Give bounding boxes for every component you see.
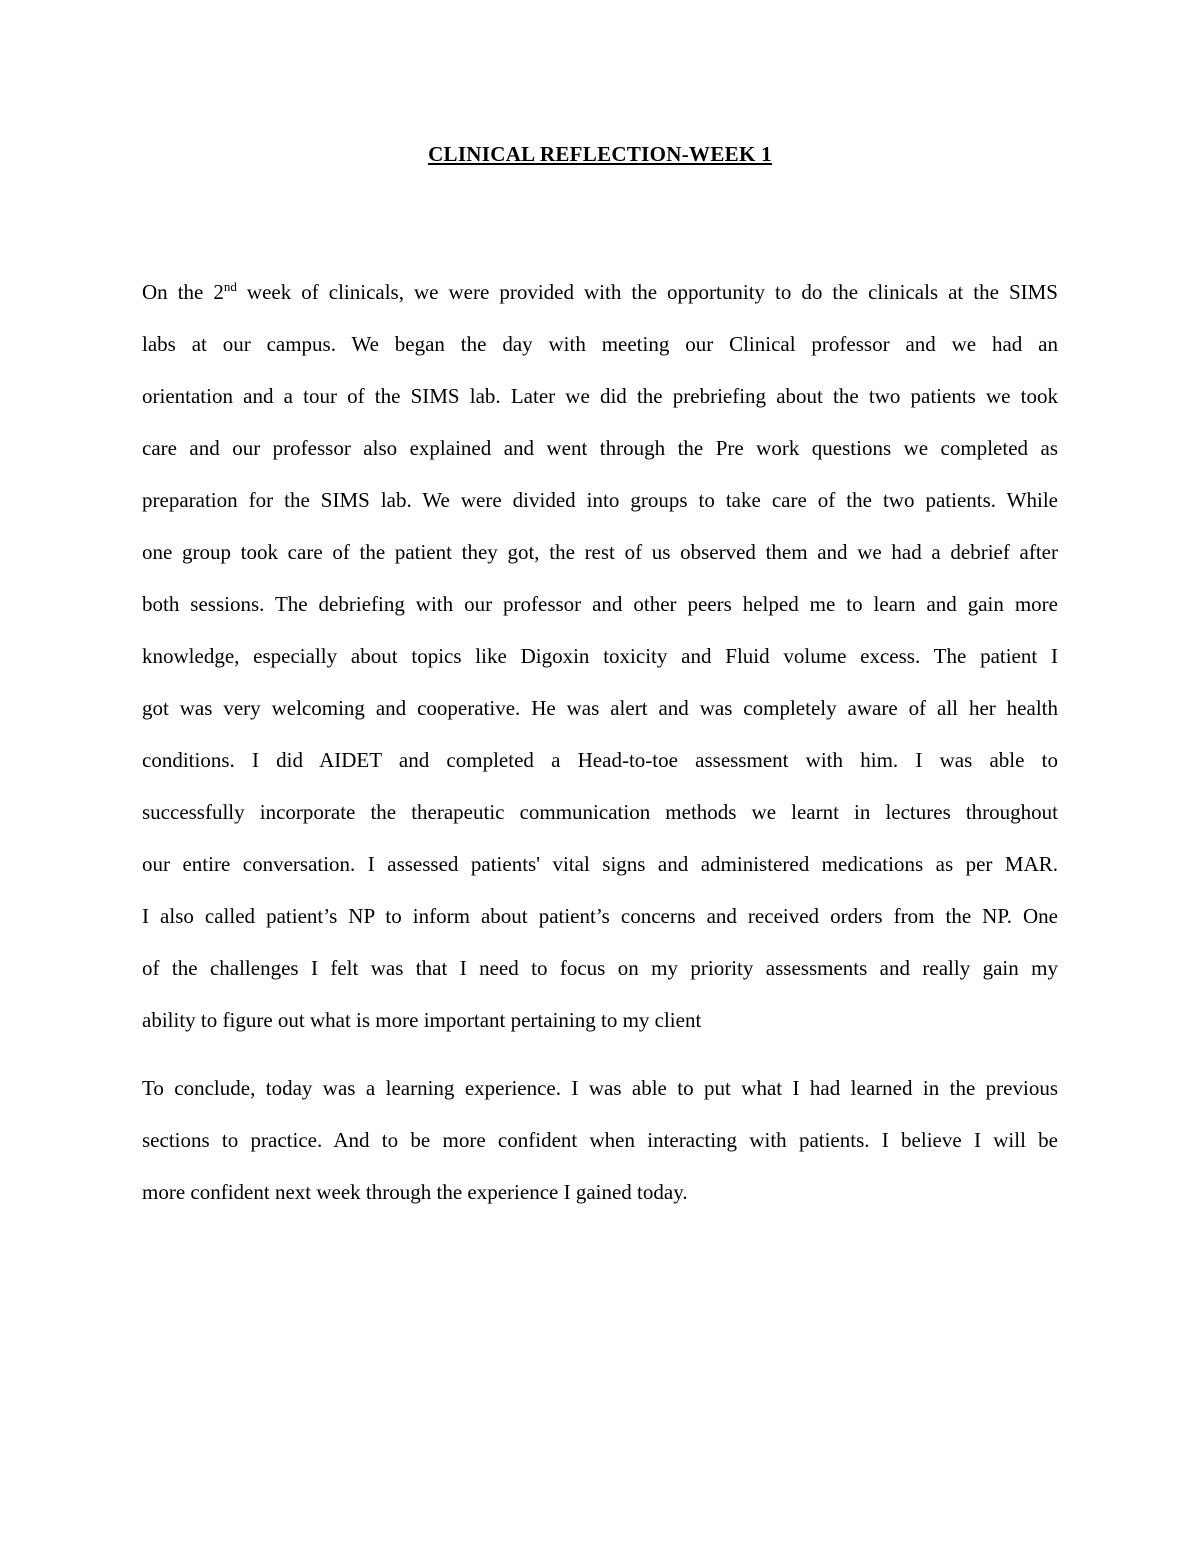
text-line: knowledge, especially about topics like Digoxin toxicity and Fluid volume excess. The patient I — [142, 644, 1058, 668]
text-line: To conclude, today was a learning experience. I was able to put what I had learned in the previous — [142, 1076, 1058, 1100]
text-fragment: On the 2 — [142, 280, 224, 304]
text-line: labs at our campus. We began the day with meeting our Clinical professor and we had an — [142, 332, 1058, 356]
text-line: orientation and a tour of the SIMS lab. Later we did the prebriefing about the two patients we took — [142, 384, 1058, 408]
text-fragment: week of clinicals, we were provided with the opportunity to do the clinicals at the SIMS — [236, 280, 1058, 304]
text-line: one group took care of the patient they got, the rest of us observed them and we had a debrief after — [142, 540, 1058, 564]
text-line: our entire conversation. I assessed patients' vital signs and administered medications as per MAR. — [142, 852, 1058, 876]
text-line: preparation for the SIMS lab. We were divided into groups to take care of the two patients. While — [142, 488, 1058, 512]
paragraph-reflection — [142, 266, 1058, 1046]
text-line: got was very welcoming and cooperative. He was alert and was completely aware of all her health — [142, 696, 1058, 720]
ordinal-suffix: nd — [223, 279, 237, 294]
text-line: sections to practice. And to be more confident when interacting with patients. I believe I will be — [142, 1128, 1058, 1152]
text-line: conditions. I did AIDET and completed a Head-to-toe assessment with him. I was able to — [142, 748, 1058, 772]
paragraph-conclusion — [142, 1062, 1058, 1218]
text-line: both sessions. The debriefing with our professor and other peers helped me to learn and gain more — [142, 592, 1058, 616]
text-line: of the challenges I felt was that I need to focus on my priority assessments and really gain my — [142, 956, 1058, 980]
text-line: care and our professor also explained and went through the Pre work questions we completed as — [142, 436, 1058, 460]
text-line: I also called patient’s NP to inform about patient’s concerns and received orders from the NP. One — [142, 904, 1058, 928]
document-title: CLINICAL REFLECTION-WEEK 1 — [428, 142, 772, 166]
text-line — [142, 266, 1058, 318]
text-line: successfully incorporate the therapeutic communication methods we learnt in lectures throughout — [142, 800, 1058, 824]
text-line: ability to figure out what is more important pertaining to my client — [142, 1008, 702, 1032]
text-line: more confident next week through the experience I gained today. — [142, 1180, 688, 1204]
